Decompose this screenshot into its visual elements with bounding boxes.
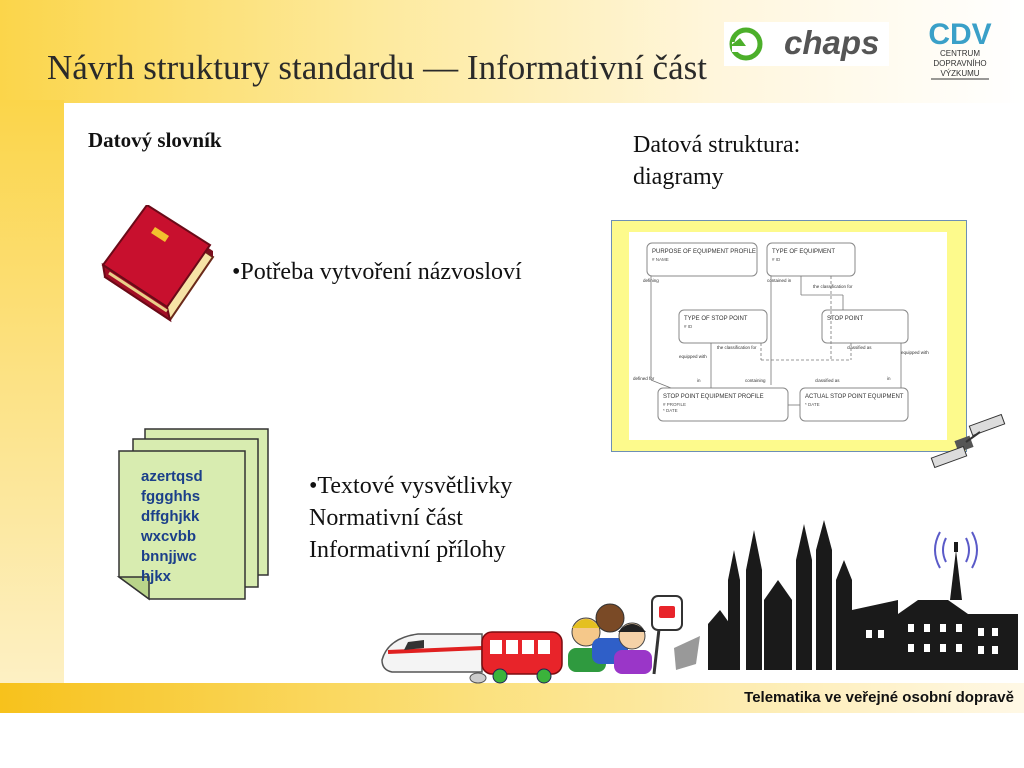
doc-line-2: fggghhs xyxy=(141,488,201,505)
data-structure-diagram xyxy=(611,220,967,452)
svg-text:defining: defining xyxy=(643,278,659,283)
structure-label-line2: diagramy xyxy=(633,164,724,190)
document-stack-icon xyxy=(115,427,275,605)
svg-text:containing: containing xyxy=(745,378,766,383)
svg-text:defined for: defined for xyxy=(633,376,655,381)
svg-text:* DATE: * DATE xyxy=(805,402,820,407)
section-heading: Datový slovník xyxy=(88,128,222,152)
svg-text:the classification for: the classification for xyxy=(717,345,757,350)
svg-text:# NAME: # NAME xyxy=(652,257,669,262)
svg-text:contained in: contained in xyxy=(767,278,792,283)
diagram-box-sp-profile: STOP POINT EQUIPMENT PROFILE xyxy=(663,394,764,400)
cdv-logo-line3: VÝZKUMU xyxy=(940,69,980,78)
left-band xyxy=(0,100,64,685)
train-icon xyxy=(382,634,486,683)
svg-text:classified as: classified as xyxy=(847,345,872,350)
bullet-text-notes-line3: Informativní přílohy xyxy=(309,537,506,563)
bus-icon xyxy=(482,632,562,683)
structure-label xyxy=(633,129,800,193)
city-skyline-icon xyxy=(708,520,1018,670)
svg-text:equipped with: equipped with xyxy=(901,350,929,355)
svg-text:equipped with: equipped with xyxy=(679,354,707,359)
cdv-logo-line1: CENTRUM xyxy=(940,49,980,58)
svg-text:in: in xyxy=(697,378,701,383)
cdv-logo-line2: DOPRAVNÍHO xyxy=(933,59,987,68)
bullet-text-notes-line1: •Textové vysvětlivky xyxy=(309,473,513,499)
footer-text: Telematika ve veřejné osobní dopravě xyxy=(744,689,1014,706)
bullet-text-notes-line2: Normativní část xyxy=(309,505,463,531)
slide-title: Návrh struktury standardu — Informativní část xyxy=(47,48,707,87)
svg-text:in: in xyxy=(887,376,891,381)
cdv-logo xyxy=(925,14,995,84)
svg-text:* DATE: * DATE xyxy=(663,408,678,413)
structure-label-line1: Datová struktura: xyxy=(633,132,801,158)
doc-line-1: azertqsd xyxy=(141,468,203,485)
doc-line-6: hjkx xyxy=(141,568,172,585)
transport-city-illustration xyxy=(378,520,1024,685)
svg-text:# PROFILE: # PROFILE xyxy=(663,402,687,407)
chaps-logo xyxy=(724,22,889,66)
chaps-logo-mark xyxy=(724,22,889,66)
svg-text:classified as: classified as xyxy=(815,378,840,383)
doc-line-3: dffghjkk xyxy=(141,508,200,525)
svg-text:the classification for: the classification for xyxy=(813,284,853,289)
doc-line-4: wxcvbb xyxy=(141,528,197,545)
diagram-box-stop-point: STOP POINT xyxy=(827,316,864,322)
bullet-naming: •Potřeba vytvoření názvosloví xyxy=(232,259,522,285)
svg-text:# ID: # ID xyxy=(684,324,693,329)
book-icon xyxy=(95,205,225,325)
diagram-box-type-equipment: TYPE OF EQUIPMENT xyxy=(772,249,836,255)
doc-line-5: bnnjjwc xyxy=(141,548,197,565)
bus-stop-sign-icon xyxy=(652,596,700,674)
cdv-logo-mark: CDV xyxy=(928,18,992,51)
diagram-box-actual: ACTUAL STOP POINT EQUIPMENT xyxy=(805,394,904,400)
passengers-icon xyxy=(568,604,652,674)
satellite-icon xyxy=(930,412,1010,474)
chaps-logo-text: chaps xyxy=(784,24,880,61)
diagram-box-purpose: PURPOSE OF EQUIPMENT PROFILE xyxy=(652,249,756,255)
diagram-box-type-stop: TYPE OF STOP POINT xyxy=(684,316,748,322)
svg-text:# ID: # ID xyxy=(772,257,781,262)
